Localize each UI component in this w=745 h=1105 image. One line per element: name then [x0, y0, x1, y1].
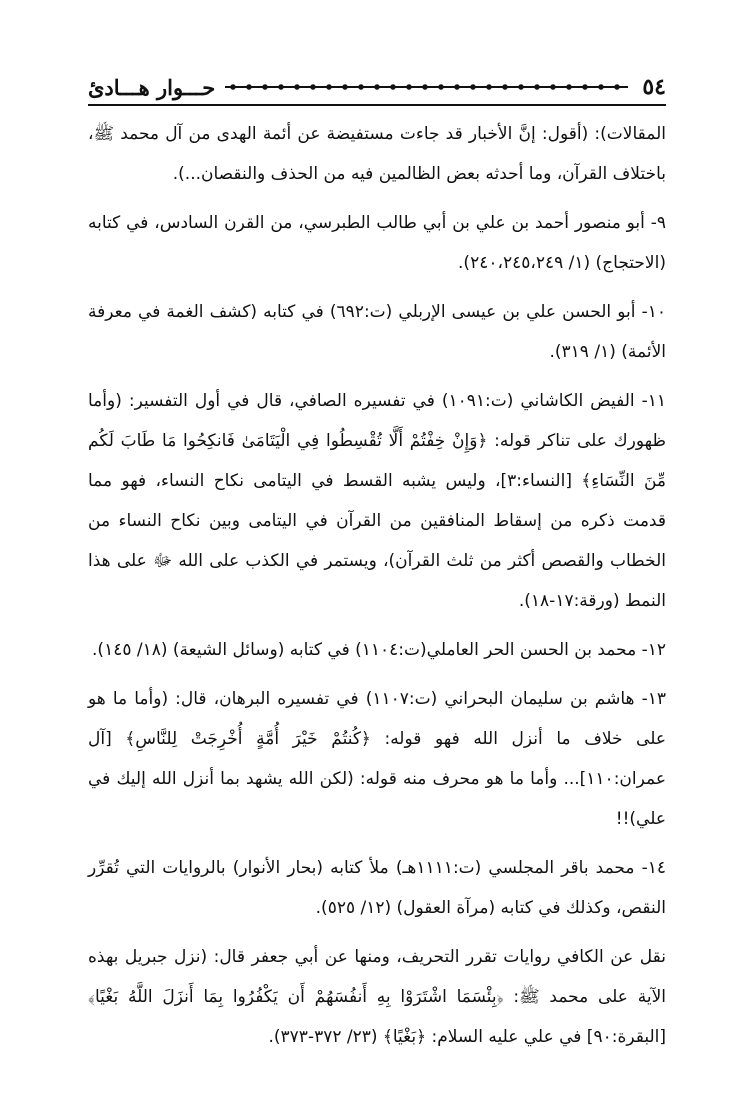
paragraph-continuation: المقالات): (أقول: إنَّ الأخبار قد جاءت مستفيضة عن أئمة الهدى من آل محمد ﷺ، باختلاف القرآن، وما أحدثه بعض الظالمين فيه من الحذف والنقصان...).	[88, 124, 666, 184]
paragraph-item-12: ١٢- محمد بن الحسن الحر العاملي(ت:١١٠٤) في كتابه (وسائل الشيعة) (١٨/ ١٤٥).	[92, 640, 666, 660]
paragraph-item-14: ١٤- محمد باقر المجلسي (ت:١١١١هـ) ملأ كتابه (بحار الأنوار) بالروايات التي تُقرِّر النقص، وكذلك في كتابه (مرآة العقول) (١٢/ ٥٢٥).	[88, 858, 666, 918]
book-page	[88, 70, 666, 1066]
page-number: ٥٤	[642, 74, 666, 100]
running-title: حـــوار هـــادئ	[88, 74, 216, 100]
paragraph-kafi-quote: نقل عن الكافي روايات تقرر التحريف، ومنها عن أبي جعفر قال: (نزل جبريل بهذه الآية على محمد ﷺ: ﴿بِئْسَمَا اشْتَرَوْا بِهِ أَنفُسَهُمْ أَن يَكْفُرُوا بِمَا أَنزَلَ اللَّهُ بَغْيًا﴾ [البقرة:٩٠] في علي عليه السلام: ﴿بَغْيًا﴾ (٢٣/ ٣٧٢-٣٧٣).	[88, 947, 666, 1047]
paragraph-item-13: ١٣- هاشم بن سليمان البحراني (ت:١١٠٧) في تفسيره البرهان، قال: (وأما ما هو على خلاف ما أنزل الله فهو قوله: ﴿كُنتُمْ خَيْرَ أُمَّةٍ أُخْرِجَتْ لِلنَّاسِ﴾ [آل عمران:١١٠]... وأما ما هو محرف منه قوله: (لكن الله يشهد بما أنزل الله إليك في علي)!!	[88, 689, 666, 829]
paragraph-item-11: ١١- الفيض الكاشاني (ت:١٠٩١) في تفسيره الصافي، قال في أول التفسير: (وأما ظهورك على تناكر قوله: ﴿وَإِنْ خِفْتُمْ أَلَّا تُقْسِطُوا فِي الْيَتَامَىٰ فَانكِحُوا مَا طَابَ لَكُم مِّنَ النِّسَاءِ﴾ [النساء:٣]، وليس يشبه القسط في اليتامى نكاح النساء، فهو مما قدمت ذكره من إسقاط المنافقين من القرآن في اليتامى وبين نكاح النساء من الخطاب والقصص أكثر من ثلث القرآن)، ويستمر في الكذب على الله ﷻ على هذا النمط (ورقة:١٧-١٨).	[88, 391, 666, 611]
page-header	[88, 70, 666, 106]
paragraph-item-10: ١٠- أبو الحسن علي بن عيسى الإربلي (ت:٦٩٢) في كتابه (كشف الغمة في معرفة الأئمة) (١/ ٣١٩).	[88, 302, 666, 362]
paragraph-item-9: ٩- أبو منصور أحمد بن علي بن أبي طالب الطبرسي، من القرن السادس، في كتابه (الاحتجاج) (١/ ٢٤٠،٢٤٥،٢٤٩).	[88, 213, 666, 273]
ornament-divider-icon	[225, 80, 628, 94]
